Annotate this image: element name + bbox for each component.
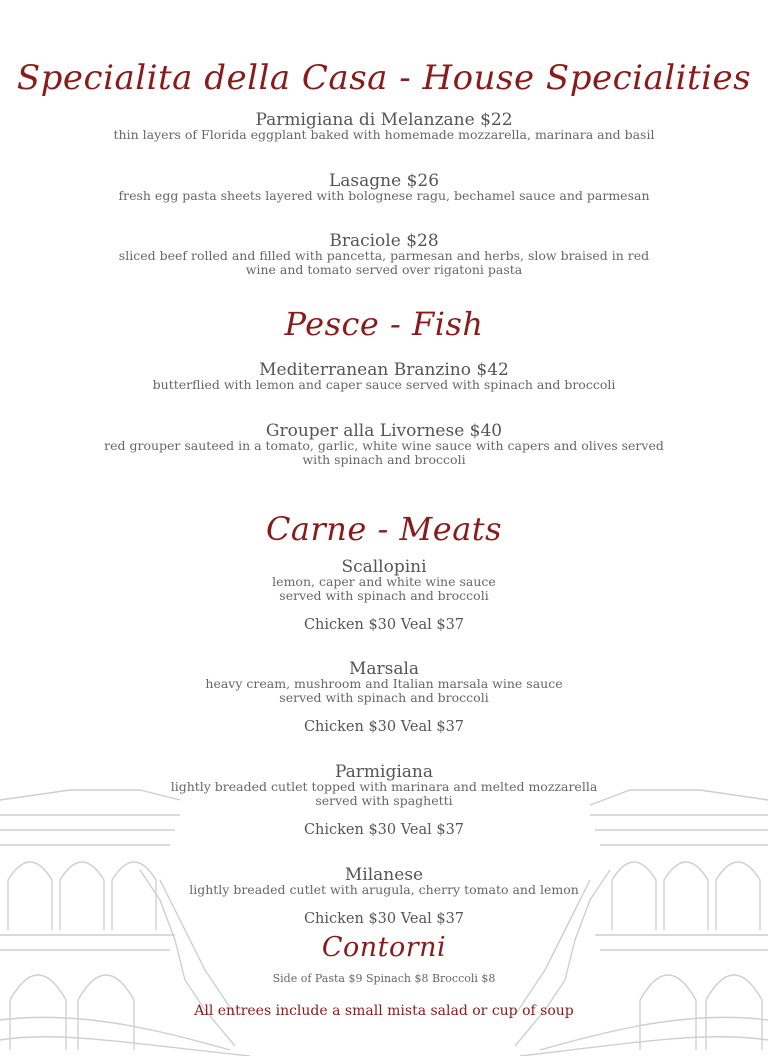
- item-price-scallopini: Chicken $30 Veal $37: [303, 617, 465, 633]
- sides-price-list: Side of Pasta $9 Spinach $8 Broccoli $8: [272, 972, 496, 985]
- item-title-lasagne: Lasagne $26: [328, 171, 440, 191]
- item-title-marsala: Marsala: [348, 659, 420, 679]
- item-desc-braciole-line-2: wine and tomato served over rigatoni pasta: [245, 262, 523, 277]
- item-desc-grouper-line-1: red grouper sauteed in a tomato, garlic, white wine sauce with capers and olives served: [104, 438, 664, 453]
- footer-note: All entrees include a small mista salad or cup of soup: [194, 1003, 574, 1019]
- item-title-grouper: Grouper alla Livornese $40: [265, 421, 503, 441]
- item-title-branzino: Mediterranean Branzino $42: [259, 360, 509, 380]
- section-heading-meats: Carne - Meats: [265, 510, 503, 548]
- item-title-parmigiana-di-melanzane: Parmigiana di Melanzane $22: [255, 110, 513, 130]
- section-heading-fish: Pesce - Fish: [284, 305, 484, 343]
- item-desc-parmigiana-line-1: lightly breaded cutlet topped with marinara and melted mozzarella: [170, 779, 598, 794]
- item-desc-marsala-line-2: served with spinach and broccoli: [279, 690, 489, 705]
- item-desc-branzino: butterflied with lemon and caper sauce served with spinach and broccoli: [152, 377, 616, 392]
- item-price-milanese: Chicken $30 Veal $37: [303, 911, 465, 927]
- item-desc-parmigiana-line-2: served with spaghetti: [315, 793, 453, 808]
- item-title-milanese: Milanese: [344, 865, 424, 885]
- item-title-scallopini: Scallopini: [341, 557, 427, 577]
- item-desc-scallopini-line-2: served with spinach and broccoli: [279, 588, 489, 603]
- item-desc-grouper-line-2: with spinach and broccoli: [302, 452, 466, 467]
- item-title-braciole: Braciole $28: [329, 231, 439, 251]
- section-heading-house-specialities: Specialita della Casa - House Specialities: [16, 58, 752, 98]
- item-desc-parmigiana-di-melanzane: thin layers of Florida eggplant baked with homemade mozzarella, marinara and basil: [113, 127, 655, 142]
- item-desc-braciole-line-1: sliced beef rolled and filled with pancetta, parmesan and herbs, slow braised in red: [118, 248, 650, 263]
- item-desc-milanese: lightly breaded cutlet with arugula, cherry tomato and lemon: [189, 882, 579, 897]
- item-desc-scallopini-line-1: lemon, caper and white wine sauce: [272, 574, 496, 589]
- item-title-parmigiana: Parmigiana: [334, 762, 434, 782]
- item-desc-lasagne: fresh egg pasta sheets layered with bolognese ragu, bechamel sauce and parmesan: [118, 188, 650, 203]
- item-price-marsala: Chicken $30 Veal $37: [303, 719, 465, 735]
- item-desc-marsala-line-1: heavy cream, mushroom and Italian marsala wine sauce: [205, 676, 563, 691]
- item-price-parmigiana: Chicken $30 Veal $37: [303, 822, 465, 838]
- section-heading-contorni: Contorni: [321, 932, 447, 963]
